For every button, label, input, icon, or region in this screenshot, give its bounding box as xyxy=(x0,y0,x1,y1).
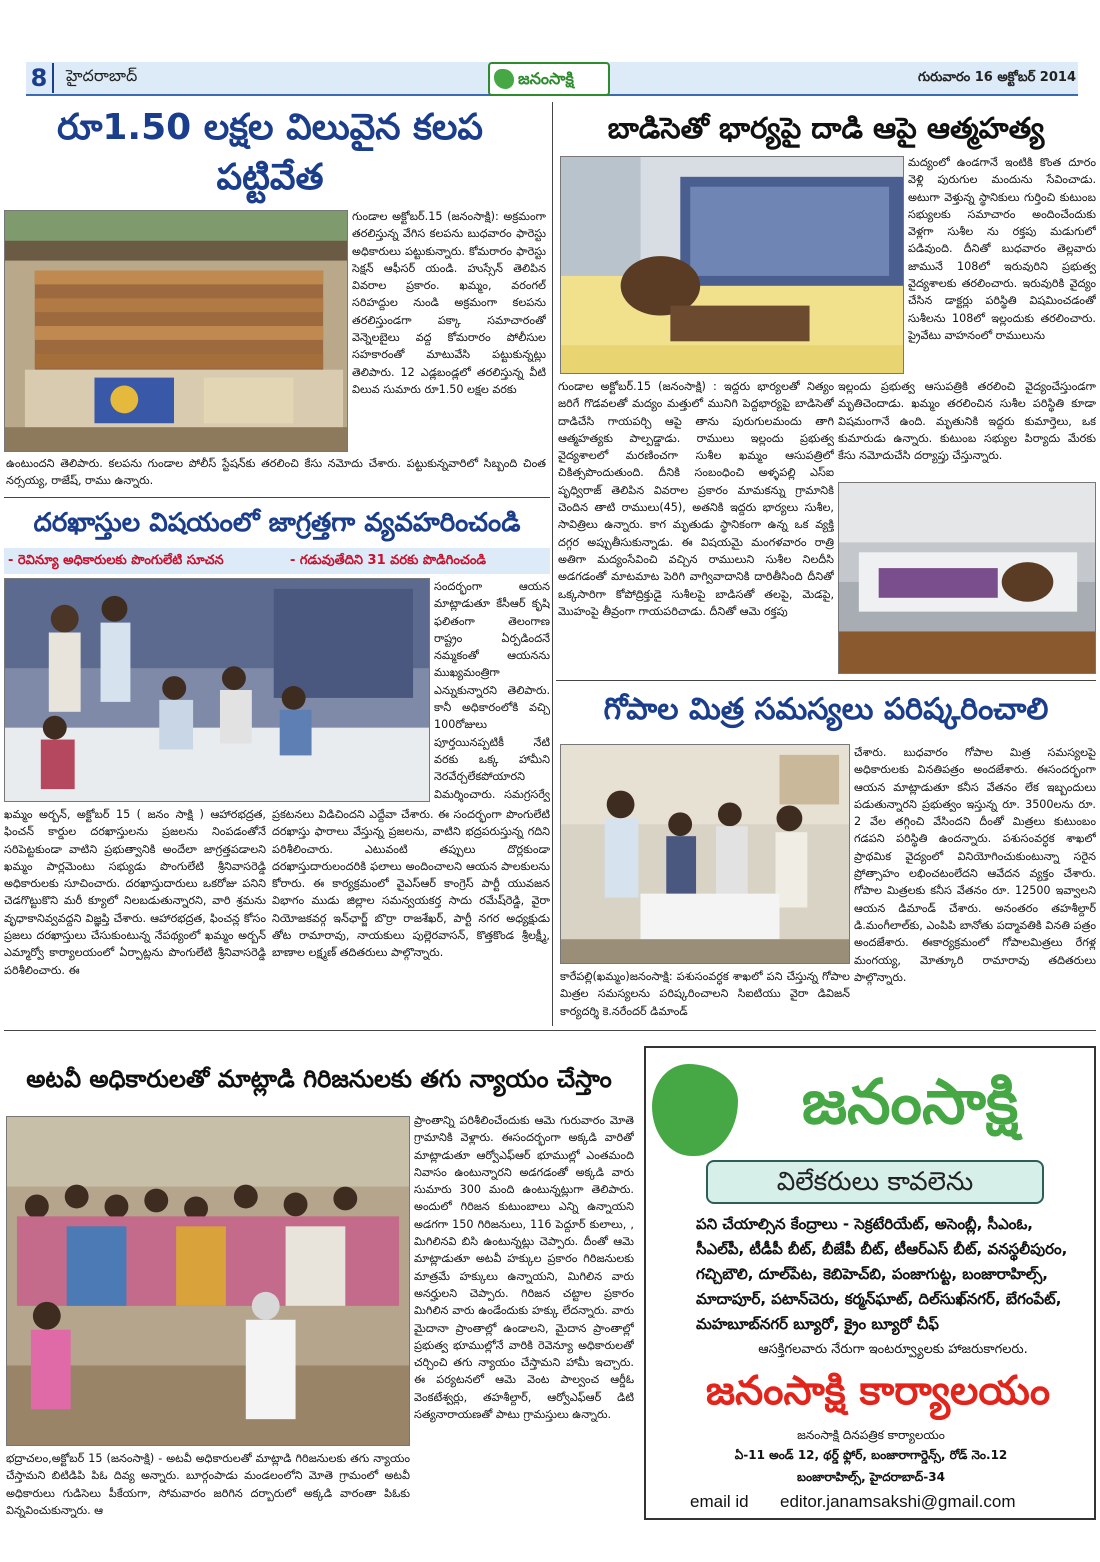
applications-subhead-left: - రెవిన్యూ అధికారులకు పొంగులేటి సూచన xyxy=(8,553,224,568)
header-date: గురువారం 16 అక్టోబర్ 2014 xyxy=(918,70,1076,85)
applications-body-col1: ఖమ్మం అర్బన్, అక్టోబర్ 15 ( జనం సాక్షి ) ఆహారభద్రత, ఫించన్ కార్డుల దరఖాస్తులను ప్రజలను నింపడంతోనే సరిపెట్టకుండా వాటిని ప్రభుత్వానికి అందేలా జాగ్రత్తపడాలని ఖమ్మం పార్లమెంటు సభ్యుడు పొంగులేటి శ్రీనివాసరెడ్డి అధికారులకు సూచించారు. దరఖాస్తుదారులు ఒకరోజు పనిని చెడగొట్టుకొని మరీ క్యూలో నిలబడుతున్నారని, వారి శ్రమను వృధాకానివ్వవద్దని విజ్ఞప్తి చేశారు. ఆహారభద్రత, ఫించన్ల కోసం ప్రజలు దరఖాస్తులు చేసుకుంటున్న నేపథ్యంలో ఖమ్మం అర్బన్ ఎమ్మార్వో కార్యాలయంలో ఏర్పాట్లను పొంగులేటి శ్రీనివాసరెడ్డి పరిశీలించారు. ఈ xyxy=(4,808,266,977)
villagers-gathering-image xyxy=(7,1117,409,1445)
gopala-headline: గోపాల మిత్ర సమస్యలు పరిష్కరించాలి xyxy=(603,692,1049,727)
applications-photo xyxy=(4,578,430,802)
column-rule xyxy=(552,102,553,1026)
advert-email-label: email id xyxy=(690,1492,749,1511)
suicide-body-col1: గుండాల అక్టోబర్.15 (జనంసాక్షి) : ఇద్దరు భార్యలతో నిత్యం జరిగే గొడవలతో మద్యం మత్తులో మునిగి పెద్దభార్యపై బాడిసెతో దాడిచేసి గాయపర్చి ఆపై తాను పురుగులమందు తాగి ఆత్మహత్యకు పాల్పడ్డాడు. రాములు ఇల్లందు ప్రభుత్వ వైద్యశాలలో మరణించగా సుశీల ఖమ్మం ఆసుపత్రిలో చికిత్సపొందుతుంది. దీనికి సంబంధించి అళ్ళపల్లి ఎస్‌ఐ పృధ్విరాజ్ తెలిపిన వివరాల ప్రకారం మామకన్ను గ్రామానికి చెందిన తాటి రాములు(45), అతనికి ఇద్దరు భార్యలు సుశీల, సావిత్రిలు ఉన్నారు. కాగ మృతుడు స్థానికంగా ఉన్న ఒక వ్యక్తి దగ్గర అప్పుతీసుకున్నాడు. ఈ విషయమై మంగళవారం రాత్రి అతిగా మద్యంసేవించి వచ్చిన రాములుని సుశీల నిలదీసి అడగడంతో మాటమాట పెరిగి వాగ్వివాదానికి దారితీసింది దీనితో ఒక్కసారిగా కోపోద్రిక్తుడై సుశీలపై బాడిసతో తలపై, మెడపై, మొహంపై తీవ్రంగా గాయపరిచాడు. దీనితో ఆమె రక్తపు xyxy=(558,380,834,618)
hospital-bed-image xyxy=(561,157,903,373)
advert-intro: పని చేయాల్సిన కేంద్రాలు - సెక్రటేరియేట్, అసెంబ్లీ, సీఎంఓ, సీఎల్‌పీ, టీడీపీ బీట్, బీజేపీ బీట్, టీఆర్ఎస్ బీట్, వనస్థలీపురం, గచ్చిబౌలి, దూల్‌పేట, కెబిహెచ్‌బి, పంజాగుట్ట, బంజారాహిల్స్, మాదాపూర్, పటాన్‌చెరు, కర్మన్‌ఘాట్, దిల్‌సుఖ్‌నగర్, బేగంపేట్, మహబూబ్‌నగర్ బ్యూరో, క్రైం బ్యూరో చీఫ్ xyxy=(696,1215,1068,1333)
patient-stretcher-image xyxy=(839,483,1095,673)
gopala-body-bottom: కారేపల్లి(ఖమ్మం)జనంసాక్షి: పశుసంవర్ధక శాఖలో పని చేస్తున్న గోపాల మిత్రల సమస్యలను పరిష్కరించాలని సిఐటియు వైరా డివిజన్ కార్యదర్శి కె.నరేందర్ డిమాండ్ xyxy=(560,970,850,1018)
applications-body-col2: ప్రకటనలు విడిచిందని ఎద్దేవా చేశారు. ఈ సందర్భంగా పొంగులేటి దరఖాస్తు ఫారాలు వేస్తున్న ప్రజలను, వాటిని భద్రపరుస్తున్న గదిని పరిశీలించారు. ఎటువంటి తప్పులు దొర్లకుండా దరఖాస్తుదారులందరికి ఫలాలు అందించాలని ఆయన పాలకులను కోరారు. ఈ కార్యక్రమంలో వైఎస్ఆర్ కాంగ్రెస్ పార్టీ యువజన విభాగం ముడు జిల్లాల సమన్వయకర్త సాదు రమేష్‌రెడ్డి, వైరా నియోజకవర్గ ఇన్‌ఛార్జ్ బొర్రా రాజశేఖర్, పార్టీ నగర అధ్యక్షుడు తోట రామారావు, నాయకులు పుల్లెరవాసన్, కొత్తకొండ శ్రీలక్ష్మీ, బాణాల లక్ష్మణ్ తదితరులు పాల్గొన్నారు. xyxy=(272,808,550,960)
advert-address-1: జనంసాక్షి దినపత్రిక కార్యాలయం xyxy=(797,1428,945,1442)
applications-subhead-right: - గడువుతేదిని 31 వరకు పొడిగించండి xyxy=(290,553,487,568)
applications-body-right: సందర్భంగా ఆయన మాట్లాడుతూ కేసీఆర్ కృషి ఫలితంగా తెలంగాణ రాష్ట్రం ఏర్పడిందనే నమ్మకంతో ఆయనను ముఖ్యమంత్రిగా ఎన్నుకున్నారని తెలిపారు. కానీ అధికారంలోకి వచ్చి 100రోజులు పూర్తయినప్పటికీ నేటి వరకు ఒక్క హామీని నెరవేర్చలేకపోయారని విమర్శించారు. సమగ్రసర్వే xyxy=(434,580,550,801)
page-number: 8 xyxy=(26,63,54,93)
forest-body-right: ప్రాంతాన్ని పరిశీలించేందుకు ఆమె గురువారం మోతె గ్రామానికి వెళ్లారు. ఈసందర్భంగా అక్కడి వారితో మాట్లాడుతూ ఆర్వోఎఫ్ఆర్ భూముల్లో ఎంతమంది నివాసం ఉంటున్నారని అడగడంతో అక్కడి వారు సుమారు 300 మంది ఉంటున్నట్లుగా తెలిపారు. అందులో గిరిజన కుటుంబాలు ఎన్ని ఉన్నాయని అడగగా 150 గిరిజనులు, 116 పెద్దూర్ కులాలు, , మిగిలినవి బిసి ఉంటున్నట్లు చెప్పారు. దీంతో ఆమె మాట్లాడుతూ అటవీ హక్కుల ప్రకారం గిరిజనులకు మాత్రమే హక్కులు ఉన్నాయని, మిగిలిన వారు అనర్హులని చెప్పారు. గిరిజన చట్టాల ప్రకారం మిగిలిన వారు ఉండేందుకు హక్కు లేదన్నారు. వారు మైదానా ప్రాంతాల్లో ఉండాలని, మైదాన ప్రాంతాల్లో ప్రభుత్వ భూముల్లోనే వారికి రెవెన్యూ అధికారులతో చర్చించి తగు న్యాయం చేస్తామని హామీ ఇచ్చారు. ఈ పర్యటనలో ఆమె వెంట పాల్వంచ ఆర్డీఓ వెంకటేశ్వర్లు, తహశీల్దార్, ఆర్వోఎఫ్ఆర్ డిటి సత్యనారాయణతో పాటు గ్రామస్తులు ఉన్నారు. xyxy=(414,1114,634,1422)
suicide-body-top-right: మద్యంలో ఉండగానే ఇంటికి కొంత దూరం వెళ్లి పురుగుల మందును సేవించాడు. అటుగా వెళ్తున్న స్థానికులు గుర్తించి కుటుంబ సభ్యులకు సమాచారం అందించేందుకు వెళ్లగా సుశీల ను రక్తపు మడుగులో పడివుంది. దీనితో బుధవారం తెల్లవారు జామునే 108లో ఇరువురిని ప్రభుత్వ వైద్యశాలకు తరలించారు. ఇరువురికి వైద్యం చేసిన డాక్టర్లు పరిస్థితి విషమించడంతో సుశీలను 108లో ఇల్లందుకు తరలించారు. ప్రైవేటు వాహనంలో రాములును xyxy=(908,156,1096,342)
timber-headline-line2: పట్టివేత xyxy=(216,157,324,198)
memorandum-image xyxy=(561,745,849,963)
divider xyxy=(4,1030,1096,1031)
suicide-photo-1 xyxy=(560,156,904,374)
timber-headline-line1: రూ1.50 లక్షల విలువైన కలప xyxy=(56,107,483,148)
advert-brand: జనంసాక్షి xyxy=(801,1065,1019,1138)
suicide-body-col2: ఇల్లందు ప్రభుత్వ ఆసుపత్రికి తరలించి వైద్యంచేస్తుండగా మృతిచెందాడు. ఖమ్మం తరలించిన సుశీల పరిస్థితి కూడా విషమంగానే ఉంది. మృతునికి ఇద్దరు కుమార్తెలు, ఒక కుమారుడు ఉన్నారు. కుటుంబ సభ్యుల పిర్యాదు మేరకు కేసు నమోదుచేసి దర్యాప్తు చేస్తున్నారు. xyxy=(838,380,1096,463)
advert-note: ఆసక్తిగలవారు నేరుగా ఇంటర్వ్యూలకు హాజరుకాగలరు. xyxy=(758,1342,1028,1357)
forest-headline: అటవీ అధికారులతో మాట్లాడి గిరిజనులకు తగు న్యాయం చేస్తాం xyxy=(26,1065,612,1093)
advert-address-2: ఏ-11 అండ్ 12, థర్డ్ ఫ్లోర్, బంజారాగార్డెన్స్, రోడ్ నెం.12 xyxy=(734,1448,1008,1462)
applications-headline: దరఖాస్తుల విషయంలో జాగ్రత్తగా వ్యవహరించండి xyxy=(33,508,521,538)
timber-cart-image xyxy=(5,211,347,451)
map-icon xyxy=(494,69,514,89)
masthead-title: జనంసాక్షి xyxy=(518,69,574,88)
advert-office-title: జనంసాక్షి కార్యాలయం xyxy=(705,1368,1051,1414)
header-city: హైదరాబాద్ xyxy=(66,66,138,85)
forest-photo xyxy=(6,1116,410,1446)
timber-body-bottom: ఉంటుందని తెలిపారు. కలపను గుండాల పోలీస్ స్టేషన్‌కు తరలించి కేసు నమోదు చేశారు. పట్టుకున్నవారిలో సిబ్బంది చింత నర్సయ్య, రాజేష్, రాము ఉన్నారు. xyxy=(6,457,546,488)
gopala-body-right: చేశారు. బుధవారం గోపాల మిత్ర సమస్యలపై అధికారులకు వినతిపత్రం అందజేశారు. ఈసందర్భంగా ఆయన మాట్లాడుతూ కనీస వేతనం లేక ఇబ్బందులు పడుతున్నారని ప్రభుత్వం ఇస్తున్న రూ. 3500లను రూ. 2 వేల తగ్గించి వేసిందని దీంతో మిత్రలు కుటుంబం గడపని పరిస్థితి ఉందన్నారు. పశుసంవర్ధక శాఖలో ప్రాథమిక వైద్యంలో వినియోగించుకుంటున్నా సరైన ప్రోత్సాహం లభించటంలేదని ఆవేదన వ్యక్తం చేశారు. గోపాల మిత్రలకు కనీస వేతనం రూ. 12500 ఇవ్వాలని ఆయన డిమాండ్ చేశారు. అనంతరం తహశీల్దార్ డి.మంగీలాల్‌కు, ఎంపిపి బానోతు పద్మావతికి వినతి పత్రం అందజేశారు. ఈకార్యక్రమంలో గోపాలమిత్రలు రేగళ్ల మంగయ్య, మోత్కూరి రామారావు తదితరులు పాల్గొన్నారు. xyxy=(854,746,1096,984)
forest-body-bottom: భద్రాచలం,అక్టోబర్ 15 (జనంసాక్షి) - అటవీ అధికారులతో మాట్లాడి గిరిజనులకు తగు న్యాయం చేస్తామని బిటిడిపి పిఓ దివ్య అన్నారు. బూర్గంపాడు మండలంలోని మోతె గ్రామంలో అటవీ అధికారులు గుడిసెలు పీకేయగా, సోమవారం జరిగిన దర్బారులో అక్కడి వారంతా పిఓకు విన్నవించుకున్నారు. ఆ xyxy=(6,1452,410,1517)
timber-body-right: గుండాల అక్టోబర్.15 (జనంసాక్షి): అక్రమంగా తరలిస్తున్న వేగిస కలపను బుధవారం ఫారెస్టు అధికారులు పట్టుకున్నారు. కోమరారం ఫారెస్టు సెక్షన్ ఆఫీసర్ యండి. హుస్సేన్ తెలిపిన వివరాల ప్రకారం. ఖమ్మం, వరంగల్ సరిహద్దుల నుండి అక్రమంగా కలపను తరలిస్తుండగా పక్కా సమాచారంతో వెన్నెలబైలు వద్ద కోమరారం పోలీసుల సహకారంతో మాటువేసి పట్టుకున్నట్లు తెలిపారు. 12 ఎడ్లబండ్లలో తరలిస్తున్న వీటి విలువ సుమారు రూ1.50 లక్షల వరకు xyxy=(352,210,546,396)
advert-email-link[interactable]: editor.janamsakshi@gmail.com xyxy=(780,1492,1016,1511)
advert-banner: విలేకరులు కావలెను xyxy=(706,1160,1044,1204)
divider xyxy=(556,680,1096,681)
timber-photo xyxy=(4,210,348,452)
gopala-photo xyxy=(560,744,850,964)
masthead-logo xyxy=(488,62,610,96)
office-meeting-image xyxy=(5,579,429,801)
advert-address-3: బంజారాహిల్స్, హైదరాబాద్-34 xyxy=(797,1470,945,1484)
divider xyxy=(4,497,550,498)
suicide-photo-2 xyxy=(838,482,1096,674)
suicide-headline: బాడిసెతో భార్యపై దాడి ఆపై ఆత్మహత్య xyxy=(607,111,1045,145)
